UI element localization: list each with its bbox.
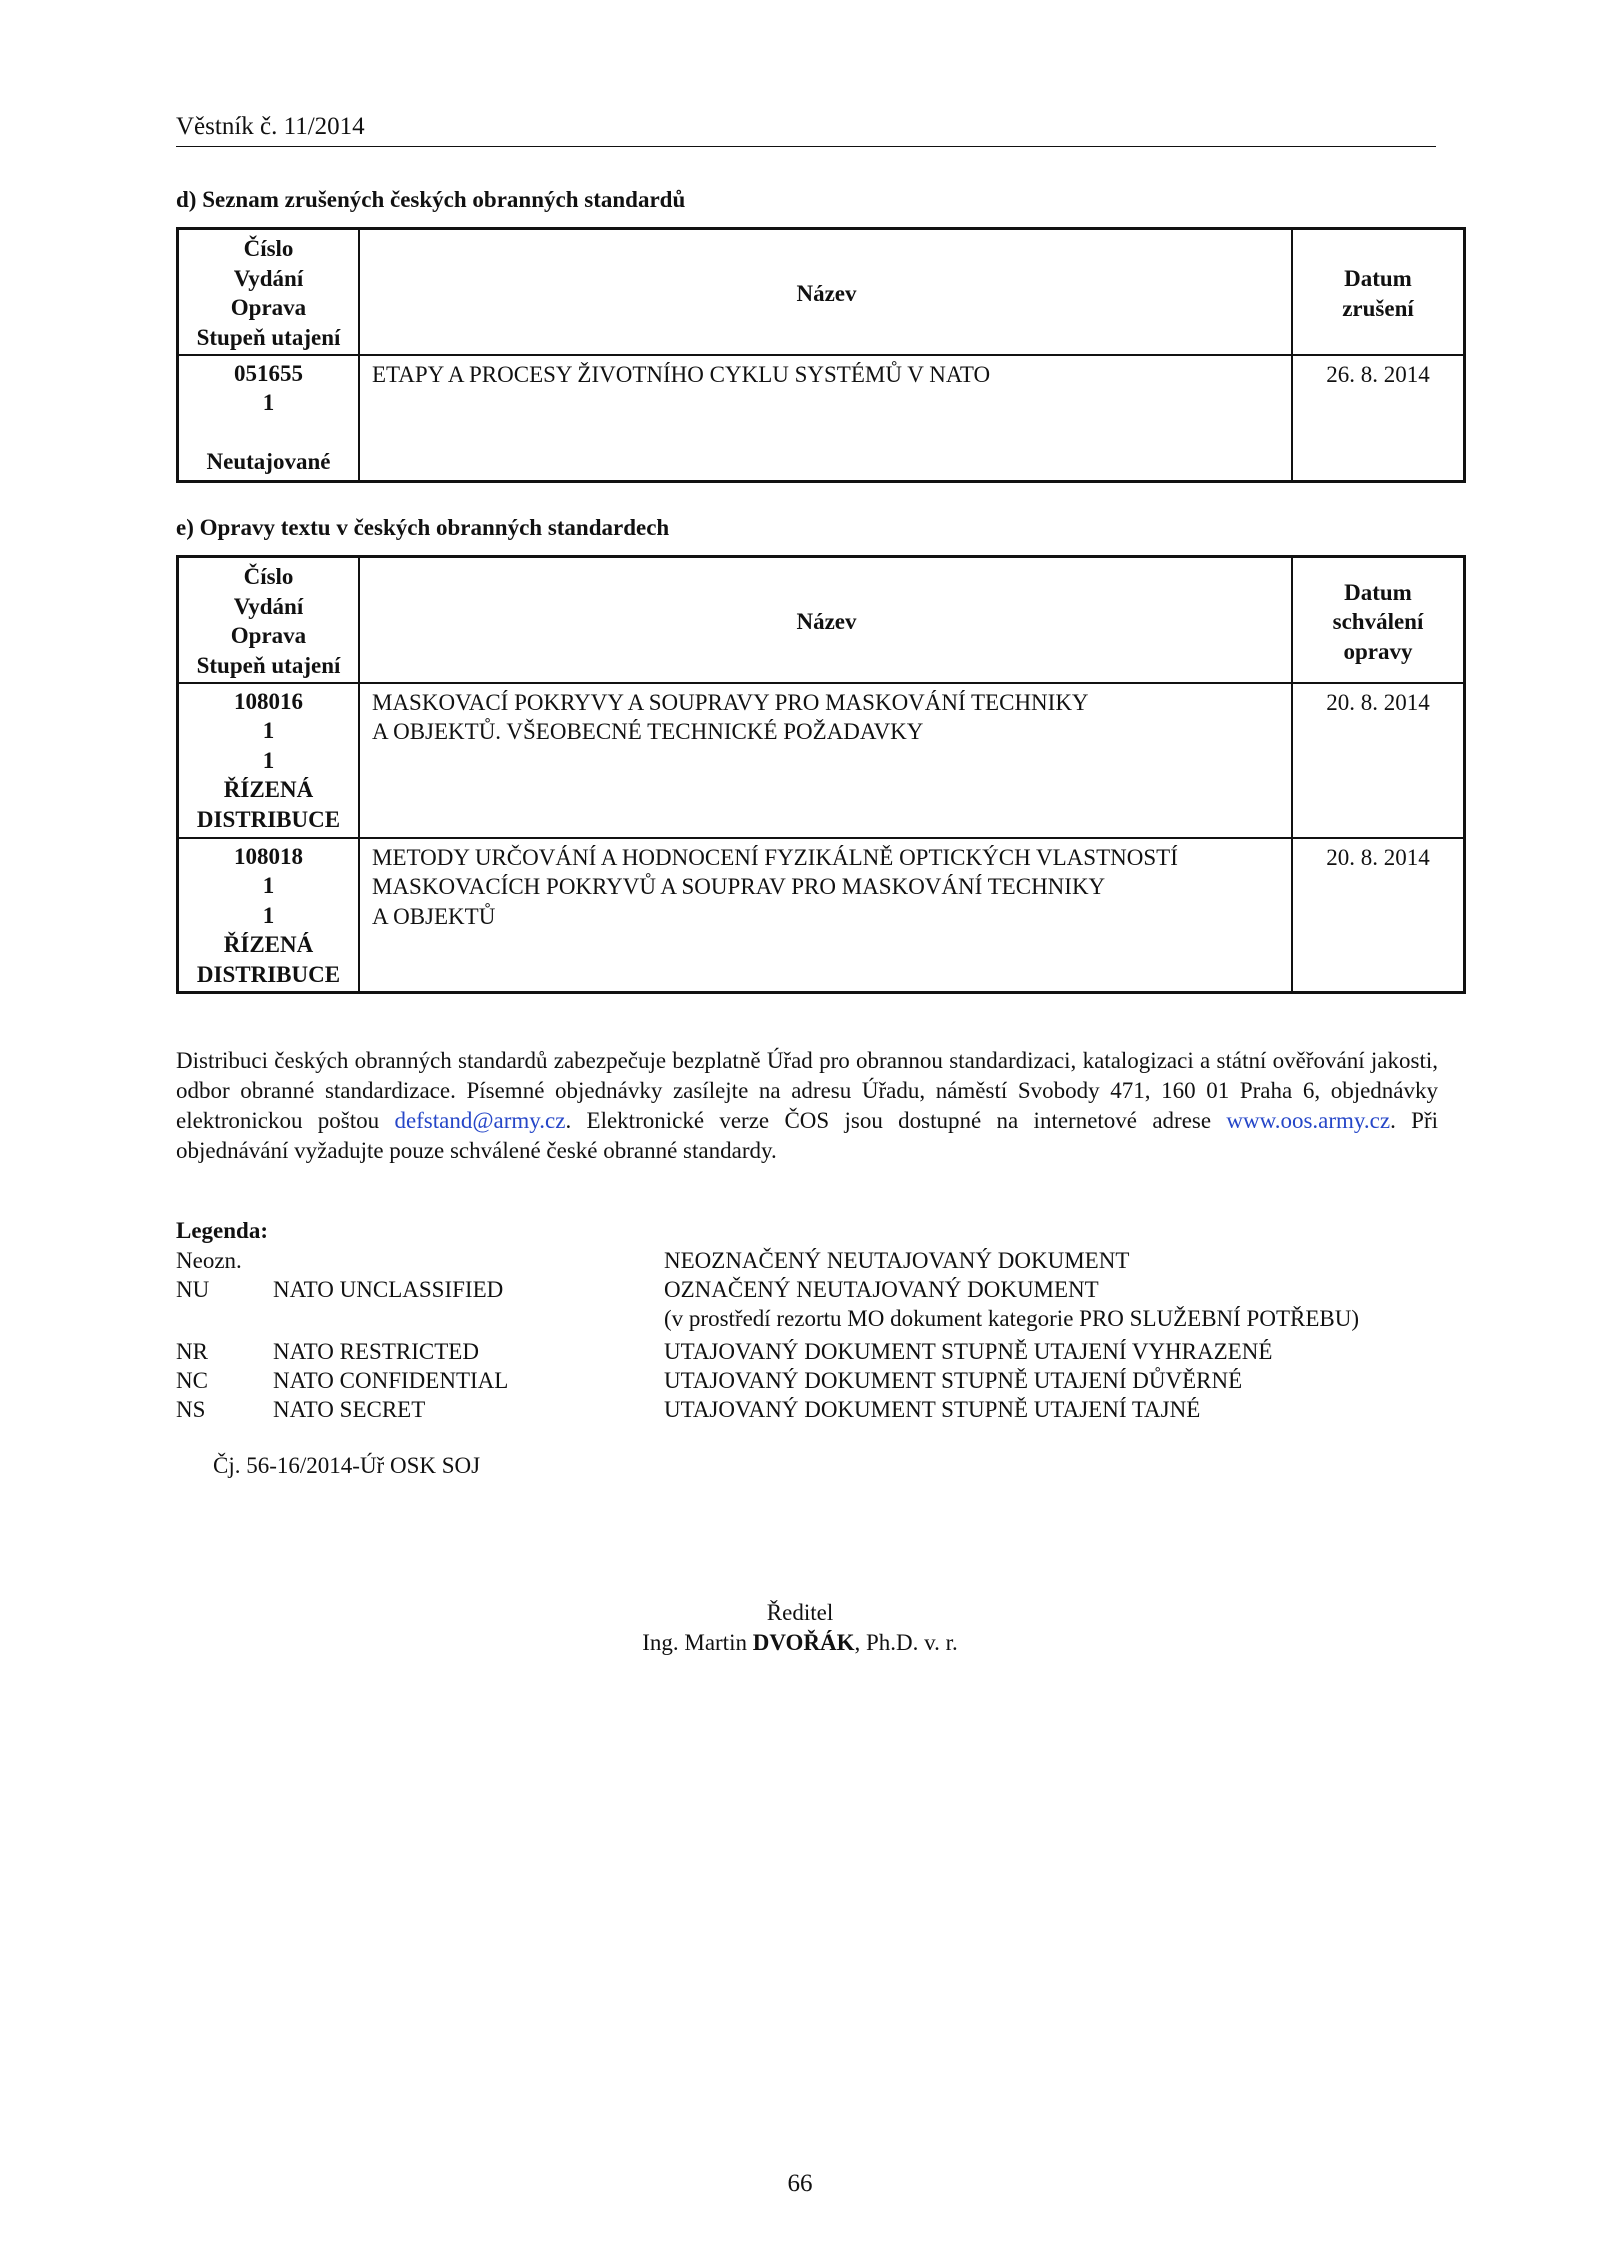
legend-row: [176, 1248, 1438, 1278]
approval-date: 20. 8. 2014: [1292, 838, 1465, 993]
legend-description: UTAJOVANÝ DOKUMENT STUPNĚ UTAJENÍ TAJNÉ: [664, 1397, 1201, 1422]
table-header-row: [178, 557, 1465, 683]
journal-title: Věstník č. 11/2014: [176, 113, 365, 140]
signatory-name: Ing. Martin DVOŘÁK, Ph.D. v. r.: [642, 1630, 958, 1655]
legend-nato-marking: NATO UNCLASSIFIED: [273, 1277, 504, 1302]
section-d-title: d) Seznam zrušených českých obranných standardů: [176, 187, 686, 212]
legend-row: [176, 1397, 1438, 1427]
legend-abbreviation: NU: [176, 1277, 210, 1302]
website-link[interactable]: www.oos.army.cz: [1226, 1108, 1391, 1133]
legend-description: UTAJOVANÝ DOKUMENT STUPNĚ UTAJENÍ DŮVĚRNÉ: [664, 1368, 1243, 1393]
legend-nato-marking: NATO SECRET: [273, 1397, 426, 1422]
column-header-date: Datum zrušení: [1292, 229, 1465, 355]
corrections-table: [176, 555, 1466, 994]
cancellation-date: 26. 8. 2014: [1292, 355, 1465, 482]
legend-row: [176, 1306, 1438, 1336]
legend-nato-marking: NATO CONFIDENTIAL: [273, 1368, 509, 1393]
legend-description: UTAJOVANÝ DOKUMENT STUPNĚ UTAJENÍ VYHRAZENÉ: [664, 1339, 1273, 1364]
legend-row: [176, 1277, 1438, 1307]
legend-title: Legenda:: [176, 1218, 268, 1243]
column-header-identification: Číslo Vydání Oprava Stupeň utajení: [178, 557, 360, 683]
legend-description: OZNAČENÝ NEUTAJOVANÝ DOKUMENT: [664, 1277, 1099, 1302]
legend-row: [176, 1368, 1438, 1398]
approval-date: 20. 8. 2014: [1292, 683, 1465, 838]
legend-abbreviation: Neozn.: [176, 1248, 242, 1273]
standard-identification: 051655 1 Neutajované: [178, 355, 360, 482]
table-header-row: [178, 229, 1465, 355]
standard-name: METODY URČOVÁNÍ A HODNOCENÍ FYZIKÁLNĚ OPTICKÝCH VLASTNOSTÍ MASKOVACÍCH POKRYVŮ A SOUPRAV PRO MASKOVÁNÍ TECHNIKY A OBJEKTŮ: [359, 838, 1292, 993]
standard-name: MASKOVACÍ POKRYVY A SOUPRAVY PRO MASKOVÁNÍ TECHNIKY A OBJEKTŮ. VŠEOBECNÉ TECHNICKÉ POŽADAVKY: [359, 683, 1292, 838]
table-row: [178, 683, 1465, 838]
standard-identification: 108016 1 1 ŘÍZENÁ DISTRIBUCE: [178, 683, 360, 838]
distribution-paragraph: Distribuci českých obranných standardů zabezpečuje bezplatně Úřad pro obrannou standardizaci, katalogizaci a státní ověřování jakosti, odbor obranné standardizace. Písemné objednávky zasílejte na adresu Úřadu, náměstí Svobody 471, 160 01 Praha 6, objednávky elektronickou poštou defstand@army.cz. Elektronické verze ČOS jsou dostupné na internetové adrese www.oos.army.cz. Při objednávání vyžadujte pouze schválené české obranné standardy.: [176, 1048, 1438, 1163]
legend-row: [176, 1339, 1438, 1369]
column-header-name: Název: [359, 557, 1292, 683]
table-row: [178, 838, 1465, 993]
legend-nato-marking: NATO RESTRICTED: [273, 1339, 479, 1364]
header-rule: [176, 146, 1436, 147]
table-row: [178, 355, 1465, 482]
legend-abbreviation: NC: [176, 1368, 208, 1393]
email-link[interactable]: defstand@army.cz: [394, 1108, 566, 1133]
section-e-title: e) Opravy textu v českých obranných standardech: [176, 515, 670, 540]
column-header-date: Datum schválení opravy: [1292, 557, 1465, 683]
column-header-name: Název: [359, 229, 1292, 355]
legend-abbreviation: NR: [176, 1339, 208, 1364]
legend-description: NEOZNAČENÝ NEUTAJOVANÝ DOKUMENT: [664, 1248, 1130, 1273]
signatory-role: Ředitel: [766, 1600, 834, 1625]
standard-name: ETAPY A PROCESY ŽIVOTNÍHO CYKLU SYSTÉMŮ V NATO: [359, 355, 1292, 482]
legend-description: (v prostředí rezortu MO dokument kategorie PRO SLUŽEBNÍ POTŘEBU): [664, 1306, 1360, 1331]
column-header-identification: Číslo Vydání Oprava Stupeň utajení: [178, 229, 360, 355]
page-number: 66: [787, 2170, 813, 2197]
reference-number: Čj. 56-16/2014-Úř OSK SOJ: [213, 1453, 481, 1478]
standard-identification: 108018 1 1 ŘÍZENÁ DISTRIBUCE: [178, 838, 360, 993]
cancelled-standards-table: [176, 227, 1466, 483]
legend-abbreviation: NS: [176, 1397, 206, 1422]
